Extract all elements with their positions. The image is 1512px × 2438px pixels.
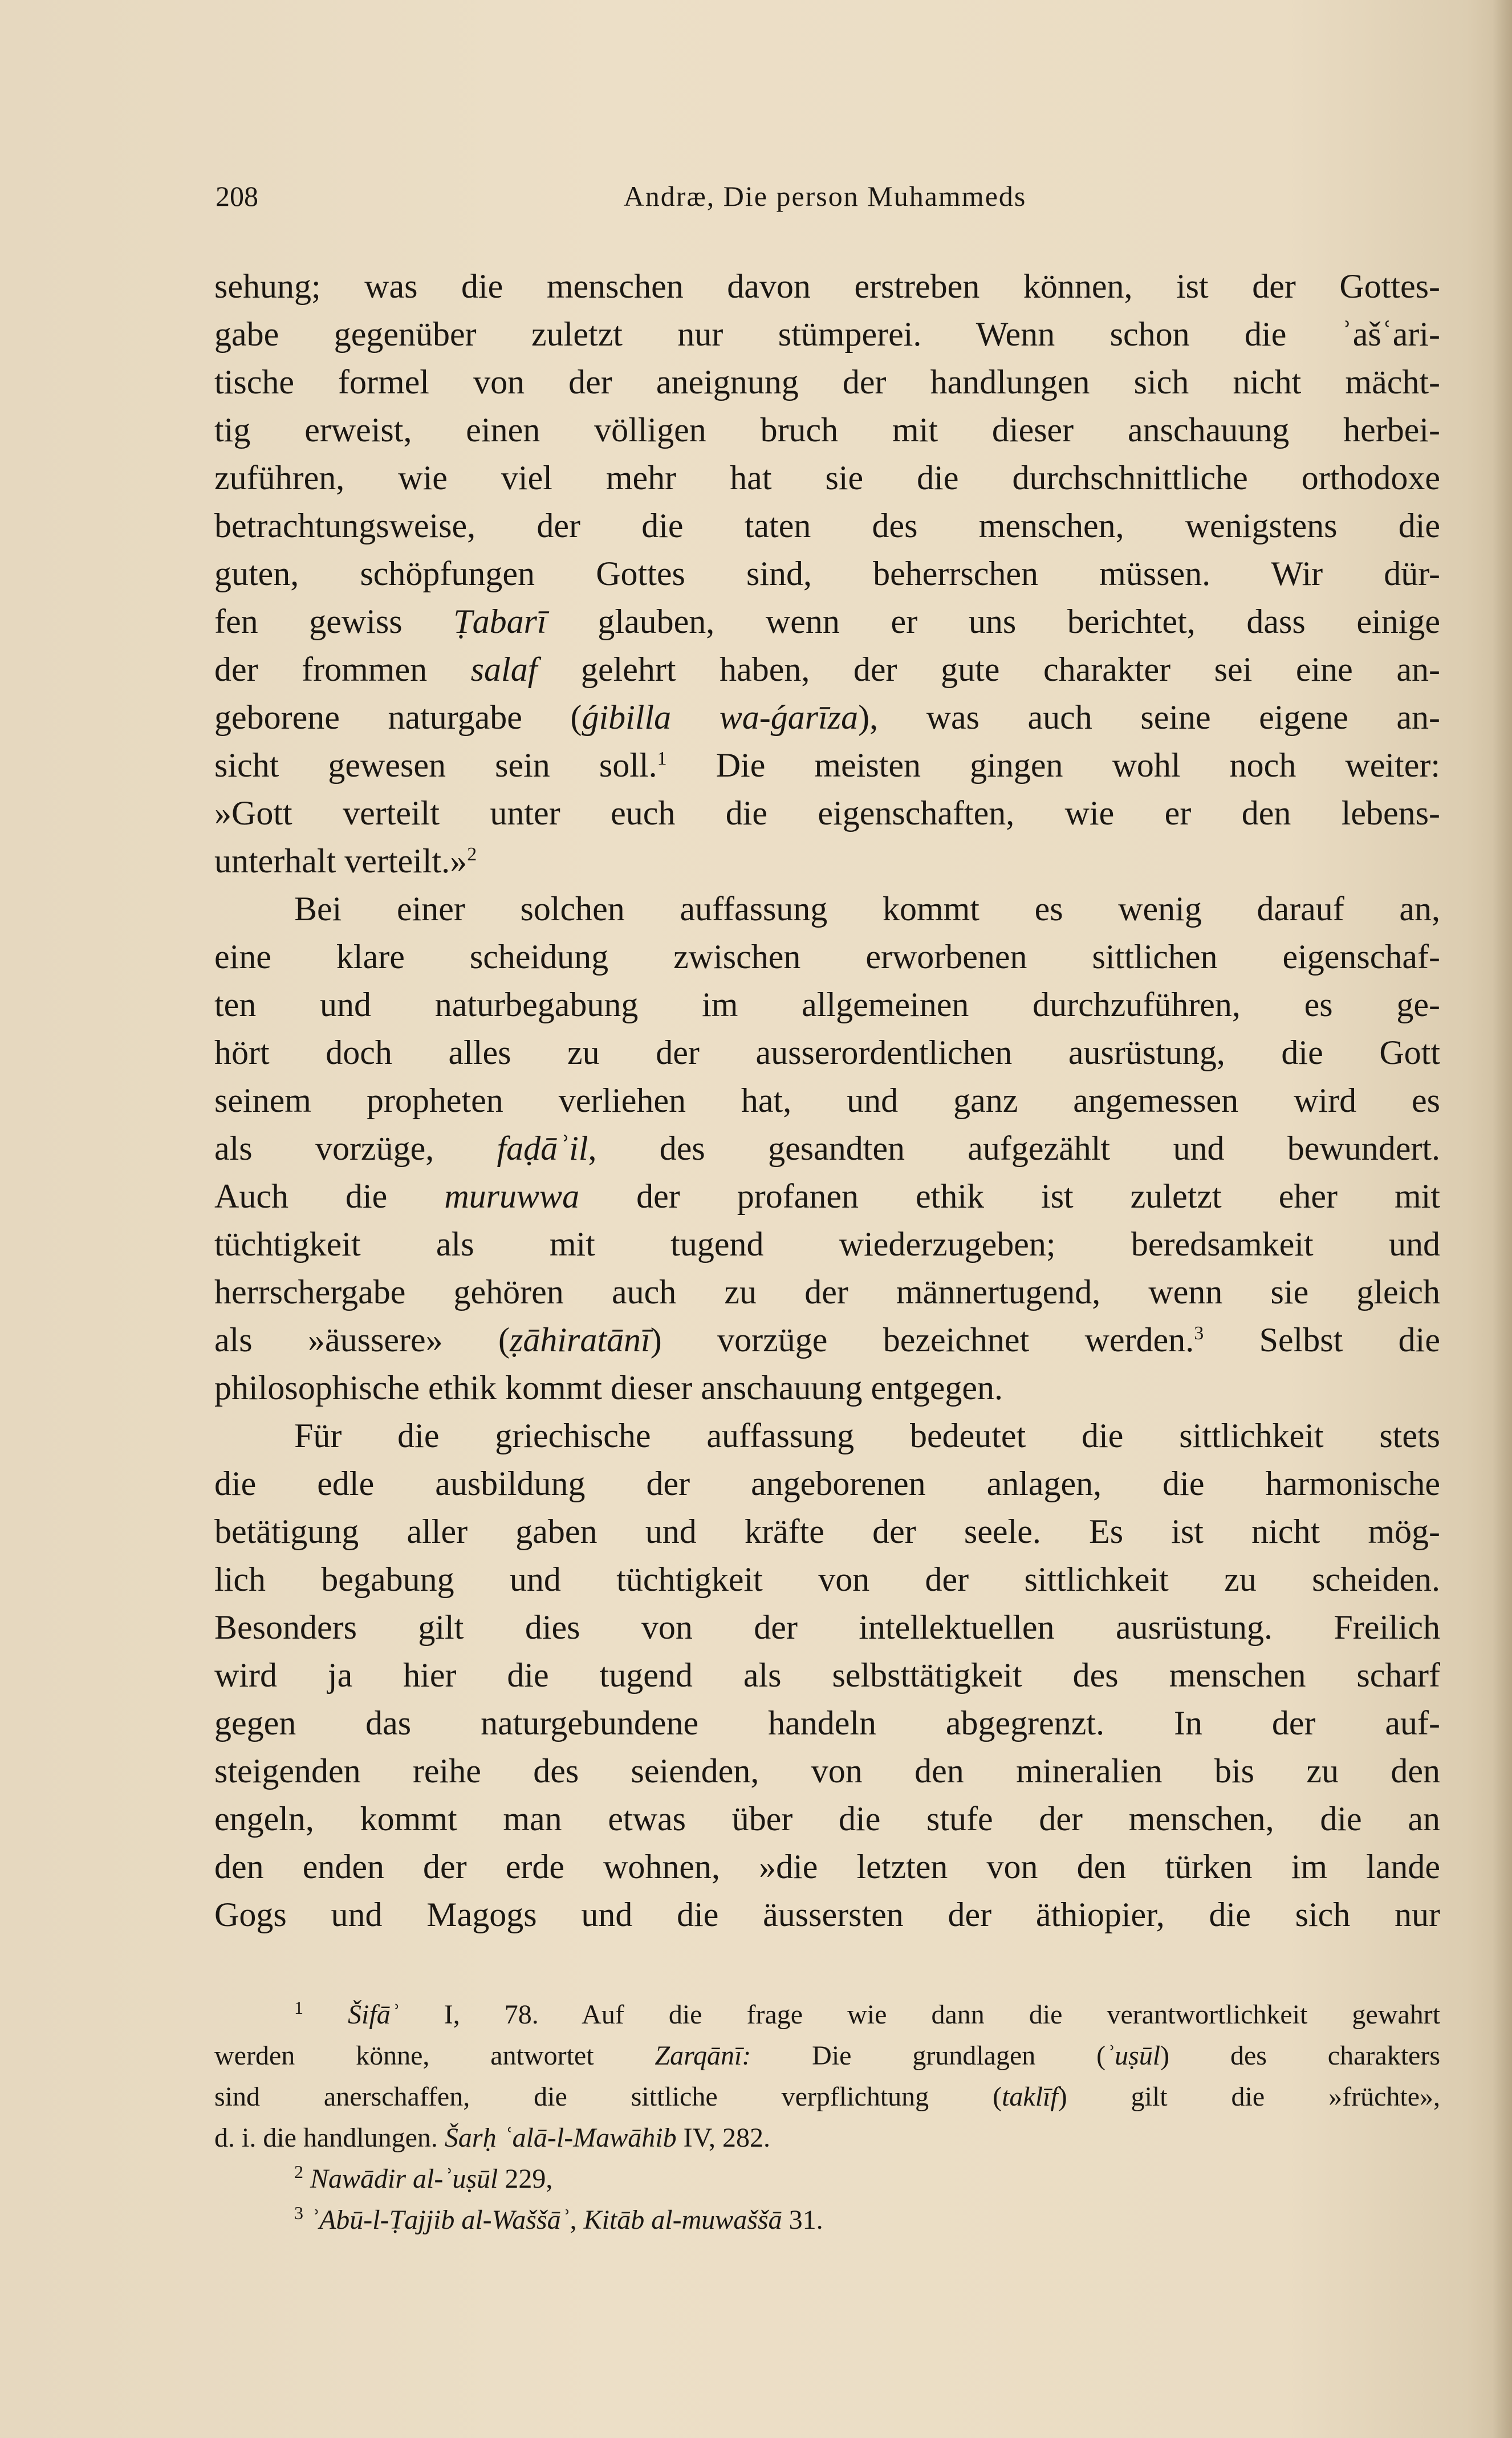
text-run: 229, [498,2164,553,2194]
text-run: fen gewiss [214,603,454,640]
page-number: 208 [216,180,258,212]
text-line [214,598,1440,645]
transliteration: Šifāʾ [348,2000,400,2030]
text-line: betätigung aller gaben und kräfte der seele. Es ist nicht mög- [214,1513,1440,1550]
footnote-3 [214,2200,1440,2241]
body-text [214,262,1440,1939]
text-run: werden könne, antwortet [214,2041,655,2071]
text-run: I, 78. Auf die frage wie dann die verantwortlichkeit gewahrt [399,2000,1440,2030]
text-line [214,837,1440,885]
text-line: hört doch alles zu der ausserordentlichen ausrüstung, die Gott [214,1034,1440,1071]
text-line [214,645,1440,693]
text-run: als »äussere» ( [214,1321,510,1359]
text-run: , [570,2205,584,2235]
transliteration: ʾAbū-l-Ṭajjib al-Waššāʾ [310,2205,570,2235]
running-head [216,178,1434,214]
text-run: der profanen ethik ist zuletzt eher mit [579,1177,1440,1215]
text-line: tische formel von der aneignung der handlungen sich nicht mächt- [214,363,1440,401]
text-run: Die meisten gingen wohl noch weiter: [666,746,1440,784]
footnote-ref: 3 [1194,1323,1204,1344]
text-run: gelehrt haben, der gute charakter sei eine an- [537,651,1440,688]
text-line: die edle ausbildung der angeborenen anlagen, die harmonische [214,1465,1440,1502]
text-run: 31. [782,2205,823,2235]
text-run: als vorzüge, [214,1129,497,1167]
text-line: gegen das naturgebundene handeln abgegrenzt. In der auf- [214,1704,1440,1742]
footnote-marker: 1 [294,1997,303,2018]
text-line: Bei einer solchen auffassung kommt es wenig darauf an, [294,890,1440,928]
text-line: zuführen, wie viel mehr hat sie die durchschnittliche orthodoxe [214,459,1440,497]
transliteration: Zarqānī: [655,2041,751,2071]
transliteration: ǵibilla wa-ǵarīza [582,698,859,736]
text-line: eine klare scheidung zwischen erworbenen sittlichen eigenschaf- [214,938,1440,976]
footnote-line [214,2035,1440,2077]
text-line: lich begabung und tüchtigkeit von der sittlichkeit zu scheiden. [214,1561,1440,1598]
text-run: sicht gewesen sein soll. [214,746,657,784]
text-line [214,1316,1440,1364]
text-run: , des gesandten aufgezählt und bewundert. [588,1129,1440,1167]
text-run: Auch die [214,1177,445,1215]
footnote-2 [214,2159,1440,2200]
text-line [214,693,1440,741]
transliteration: muruwwa [444,1177,580,1215]
transliteration: ʾuṣūl [1105,2041,1161,2071]
text-run: sind anerschaffen, die sittliche verpflichtung ( [214,2082,1002,2112]
text-line: engeln, kommt man etwas über die stufe der menschen, die an [214,1800,1440,1838]
footnote-line [214,2118,1440,2159]
text-line: guten, schöpfungen Gottes sind, beherrschen müssen. Wir dür- [214,555,1440,592]
transliteration: Ṭabarī [453,603,547,640]
text-run: geborene naturgabe ( [214,698,582,736]
footnote-ref: 1 [657,748,667,769]
text-run: Die grundlagen ( [751,2041,1106,2071]
footnote-marker: 3 [294,2203,303,2223]
transliteration: Kitāb al-muwaššā [583,2205,782,2235]
text-line: steigenden reihe des seienden, von den mineralien bis zu den [214,1752,1440,1790]
footnote-ref: 2 [467,844,477,865]
text-line: sehung; was die menschen davon erstreben können, ist der Gottes- [214,267,1440,305]
text-line: tig erweist, einen völligen bruch mit dieser anschauung herbei- [214,411,1440,449]
transliteration: faḍāʾil [497,1129,588,1167]
page-edge-shadow [1493,0,1512,2438]
text-line: seinem propheten verliehen hat, und ganz angemessen wird es [214,1082,1440,1119]
text-line: Gogs und Magogs und die äussersten der äthiopier, die sich nur [214,1896,1440,1933]
text-run: ) vorzüge bezeichnet werden. [650,1321,1194,1359]
text-run: ) des charakters [1160,2041,1440,2071]
footnotes [214,1994,1440,2241]
text-line: philosophische ethik kommt dieser anschauung entgegen. [214,1369,1003,1407]
text-line: herrschergabe gehören auch zu der männertugend, wenn sie gleich [214,1273,1440,1311]
text-line [214,1124,1440,1172]
text-run: d. i. die handlungen. [214,2123,445,2153]
transliteration: Šarḥ ʿalā-l-Mawāhib [444,2123,677,2153]
text-run: unterhalt verteilt.» [214,842,468,880]
text-line: den enden der erde wohnen, »die letzten von den türken im lande [214,1848,1440,1886]
footnote-1 [214,1994,1440,2035]
text-run: ), was auch seine eigene an- [858,698,1440,736]
transliteration: Nawādir al-ʾuṣūl [310,2164,498,2194]
text-line: betrachtungsweise, der die taten des menschen, wenigstens die [214,507,1440,545]
text-line: ten und naturbegabung im allgemeinen durchzuführen, es ge- [214,986,1440,1023]
text-run: IV, 282. [676,2123,771,2153]
text-line: gabe gegenüber zuletzt nur stümperei. Wenn schon die ʾašʿari- [214,315,1440,353]
text-line: »Gott verteilt unter euch die eigenschaften, wie er den lebens- [214,794,1440,832]
transliteration: taklīf [1002,2082,1058,2112]
text-run: glauben, wenn er uns berichtet, dass einige [546,603,1440,640]
footnote-line [214,2077,1440,2118]
text-line: wird ja hier die tugend als selbsttätigkeit des menschen scharf [214,1656,1440,1694]
text-run: ) gilt die »früchte», [1058,2082,1440,2112]
running-title: Andræ, Die person Muhammeds [623,180,1027,212]
transliteration: salaf [470,651,538,688]
text-line [214,1172,1440,1220]
footnote-marker: 2 [294,2161,303,2182]
text-line: Besonders gilt dies von der intellektuellen ausrüstung. Freilich [214,1608,1440,1646]
text-line: Für die griechische auffassung bedeutet die sittlichkeit stets [294,1417,1440,1454]
text-run: Selbst die [1204,1321,1440,1359]
text-run: der frommen [214,651,471,688]
text-line [214,741,1440,789]
text-line: tüchtigkeit als mit tugend wiederzugeben; beredsamkeit und [214,1225,1440,1263]
transliteration: ẓāhiratānī [510,1321,651,1359]
